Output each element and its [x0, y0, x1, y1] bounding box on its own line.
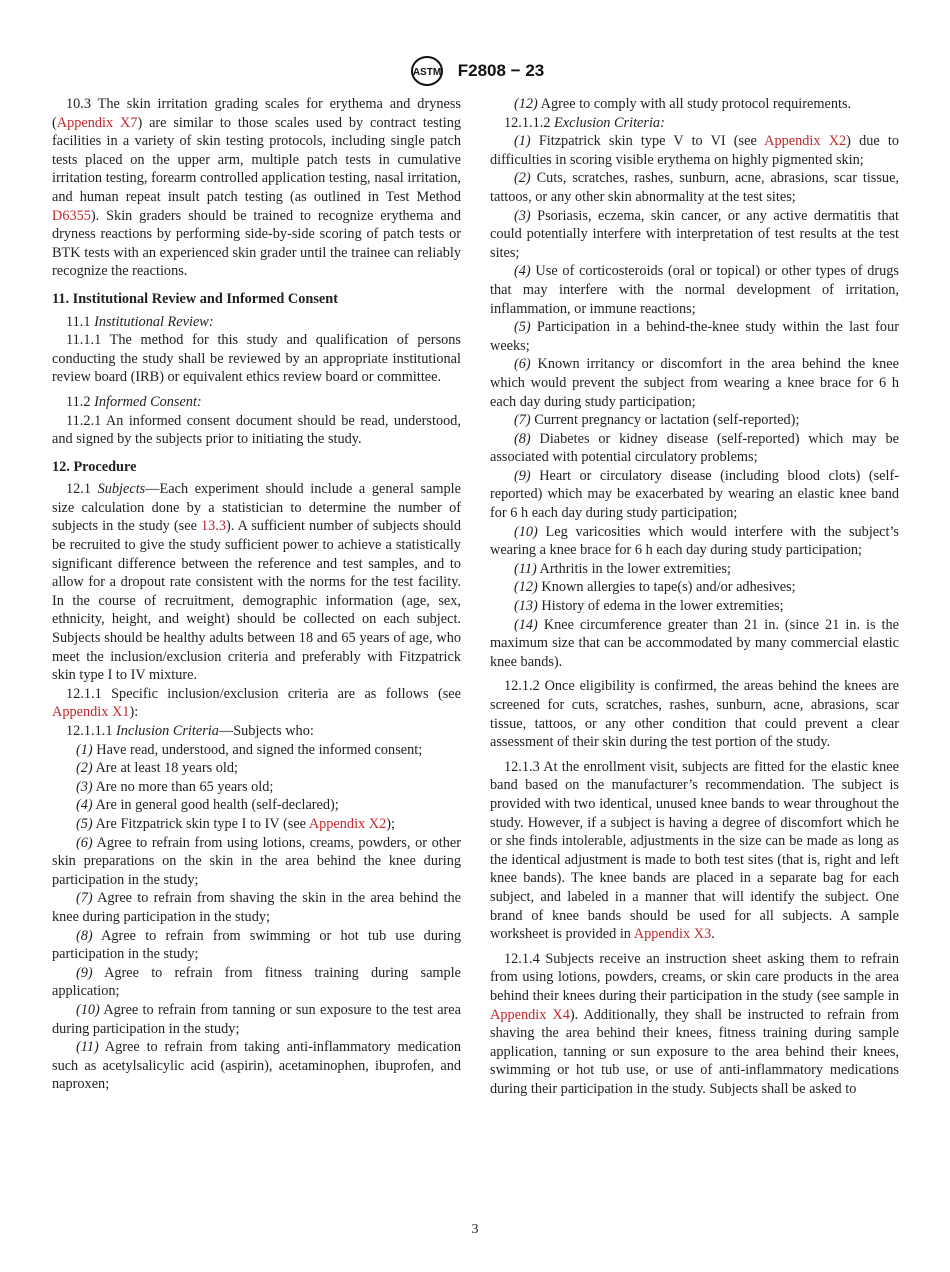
list-item: (6) Agree to refrain from using lotions, creams, powders, or other skin preparations on the skin in the area behind the knee during participation in the study;	[52, 834, 461, 888]
para-12-1-3: 12.1.3 At the enrollment visit, subjects are fitted for the elastic knee band based on the manufacturer’s recommendation. The subject is provided with two identical, unused knee bands to wear throughout the study. However, if a subject is having a degree of discomfort which he or she finds intolerable, adjustments in the size can be made as long as the identical adjustment is made to both test sites (that is, right and left knee bands). The knee bands are placed in a separate bag for each subject, and labeled in a manner that will identify the subject. One brand of knee bands should be used for all subjects. A sample worksheet is provided in Appendix X3.	[490, 758, 899, 943]
logo-text: ASTM	[412, 67, 441, 78]
list-item: (10) Agree to refrain from tanning or sun exposure to the test area during participation in the study;	[52, 1001, 461, 1037]
para-11-2-1: 11.2.1 An informed consent document should be read, understood, and signed by the subjects prior to initiating the study.	[52, 412, 461, 448]
list-item: (2) Cuts, scratches, rashes, sunburn, acne, abrasions, scar tissue, tattoos, or any other skin abnormality at the test sites;	[490, 170, 899, 205]
list-item: (12) Known allergies to tape(s) and/or adhesives;	[514, 579, 796, 596]
para-10-3: 10.3 The skin irritation grading scales for erythema and dryness (Appendix X7) are similar to those scales used by contract testing facilities in a variety of skin testing protocols, including single patch tests placed on the upper arm, multiple patch tests in cumulative irritation testing, forearm controlled application testing, nasal irritation, and human repeat insult patch testing (as outlined in Test Method D6355). Skin graders should be trained to recognize erythema and dryness reactions by performing side-by-side scoring of patch tests or BTK tests with an experienced skin grader until the trainee can reliably recognize the reactions.	[52, 96, 461, 280]
para-12-1-1: 12.1.1 Specific inclusion/exclusion criteria are as follows (see Appendix X1):	[52, 685, 461, 721]
para-12-1-1-2: 12.1.1.2 Exclusion Criteria:	[504, 114, 665, 131]
list-item: (13) History of edema in the lower extremities;	[514, 598, 784, 615]
document-code: F2808 − 23	[457, 61, 545, 80]
list-item: (11) Agree to refrain from taking anti-inflammatory medication such as acetylsalicylic acid (aspirin), acetaminophen, ibuprofen, and naproxen;	[52, 1039, 461, 1093]
page-header	[0, 56, 950, 86]
para-12-1: 12.1 Subjects—Each experiment should include a general sample size calculation done by a statistician to determine the number of subjects in the study (see 13.3). A sufficient number of subjects should be recruited to give the study sufficient power to achieve a statistically significant difference between the reference and test samples, and to allow for a dropout rate consistent with the norms for the test facility. In the course of recruitment, demographic information (age, sex, ethnicity, height, and weight) should be collected on each subject. Subjects should be healthy adults between 18 and 65 years of age, who meet the inclusion/exclusion criteria and preferably with Fitzpatrick skin type I to IV mixture.	[52, 481, 462, 684]
list-item: (1) Have read, understood, and signed the informed consent;	[76, 741, 423, 758]
link-appendix-x1[interactable]: Appendix X1	[52, 704, 130, 721]
astm-logo	[406, 56, 448, 86]
left-column	[52, 95, 461, 1094]
para-11-1-1: 11.1.1 The method for this study and qualification of persons conducting the study shall be reviewed by an appropriate institutional review board (IRB) or equivalent ethics review board or committee.	[52, 332, 461, 386]
link-appendix-x4[interactable]: Appendix X4	[490, 1006, 570, 1023]
list-item: (10) Leg varicosities which would interfere with the subject’s wearing a knee brace for 6 h each day during study participation;	[490, 523, 899, 559]
section-12-heading: 12. Procedure	[52, 458, 137, 475]
list-item: (8) Diabetes or kidney disease (self-reported) which may be associated with potential circulatory problems;	[490, 430, 899, 466]
list-item: (3) Are no more than 65 years old;	[76, 778, 274, 795]
para-12-1-2: 12.1.2 Once eligibility is confirmed, the areas behind the knees are screened for cuts, scratches, rashes, sunburn, acne, abrasions, scar tissue, tattoos, or any other condition that could prevent a clear assessment of their skin during the test portion of the study.	[490, 678, 899, 751]
list-item: (3) Psoriasis, eczema, skin cancer, or any active dermatitis that could potentially interfere with interpretation of test results at the test sites;	[490, 207, 899, 261]
section-11-heading: 11. Institutional Review and Informed Consent	[52, 290, 338, 307]
list-item: (8) Agree to refrain from swimming or hot tub use during participation in the study;	[52, 927, 461, 963]
list-item: (11) Arthritis in the lower extremities;	[514, 560, 731, 577]
para-11-2: 11.2 Informed Consent:	[66, 393, 202, 410]
list-item: (4) Are in general good health (self-declared);	[76, 797, 339, 814]
para-12-1-4: 12.1.4 Subjects receive an instruction sheet asking them to refrain from using lotions, powders, creams, or skin care products in the area behind their knees during their participation in the study (see sample in Appendix X4). Additionally, they shall be instructed to refrain from shaving the area behind their knees, fitness training during sample application, tanning or sun exposure to the area behind their knees, swimming or hot tub use, or use of anti-inflammatory medications during their participation in the study. Subjects shall be asked to	[490, 950, 899, 1097]
link-appendix-x3[interactable]: Appendix X3	[633, 926, 712, 943]
list-item: (9) Agree to refrain from fitness training during sample application;	[52, 964, 461, 1000]
list-item: (14) Knee circumference greater than 21 in. (since 21 in. is the maximum size that can be accommodated by many commercial elastic knee bands).	[490, 616, 899, 670]
para-12-1-1-1: 12.1.1.1 Inclusion Criteria—Subjects who:	[66, 723, 314, 739]
link-13-3[interactable]: 13.3	[200, 518, 227, 535]
list-item: (2) Are at least 18 years old;	[76, 760, 238, 777]
right-column	[490, 95, 899, 1098]
link-d6355[interactable]: D6355	[52, 207, 91, 224]
page-number: 3	[471, 1222, 479, 1237]
list-item: (9) Heart or circulatory disease (including blood clots) (self-reported) which may be exacerbated by wearing an elastic knee band for 6 h each day during study participation;	[490, 467, 899, 522]
list-item: (6) Known irritancy or discomfort in the area behind the knee which would prevent the subject from wearing a knee brace for 6 h each day during study participation;	[490, 356, 899, 410]
link-appendix-x2[interactable]: Appendix X2	[308, 815, 387, 832]
list-item: (1) Fitzpatrick skin type V to VI (see Appendix X2) due to difficulties in scoring visible erythema on highly pigmented skin;	[490, 133, 899, 168]
list-item: (5) Are Fitzpatrick skin type I to IV (see Appendix X2);	[76, 815, 395, 832]
link-appendix-x7[interactable]: Appendix X7	[56, 114, 138, 131]
list-item: (7) Current pregnancy or lactation (self-reported);	[514, 412, 800, 429]
para-11-1: 11.1 Institutional Review:	[66, 313, 214, 330]
list-item: (5) Participation in a behind-the-knee study within the last four weeks;	[490, 319, 899, 354]
list-item: (7) Agree to refrain from shaving the skin in the area behind the knee during participation in the study;	[52, 890, 461, 925]
link-appendix-x2[interactable]: Appendix X2	[764, 133, 847, 150]
list-item: (4) Use of corticosteroids (oral or topical) or other types of drugs that may interfere with the normal development of irritation, inflammation, or immune reactions;	[490, 263, 899, 317]
list-item: (12) Agree to comply with all study protocol requirements.	[514, 96, 852, 112]
